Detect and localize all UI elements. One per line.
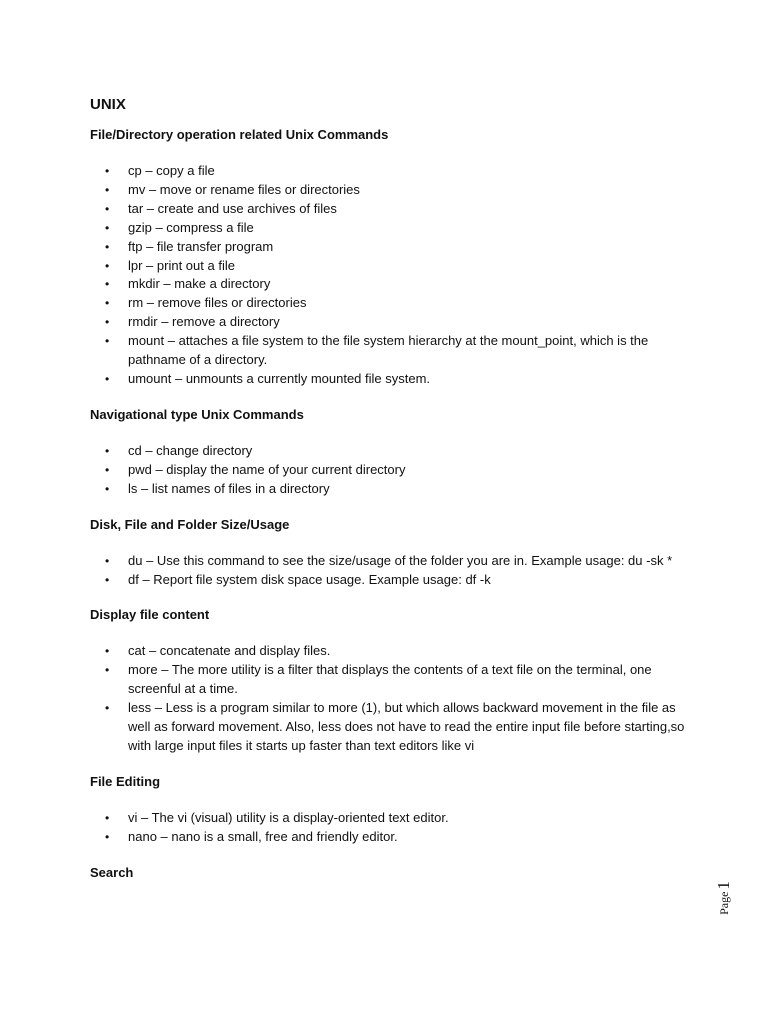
list-item <box>90 200 690 219</box>
page-number <box>704 878 744 918</box>
list-item <box>90 238 690 257</box>
bullet-icon: • <box>105 296 110 311</box>
list-item <box>90 571 690 590</box>
list-item-text: more – The more utility is a filter that displays the contents of a text file on the terminal, one screenful at a time. <box>128 662 652 697</box>
bullet-icon: • <box>105 334 110 349</box>
list-item-text: nano – nano is a small, free and friendly editor. <box>128 828 398 844</box>
list-item-text: tar – create and use archives of files <box>128 200 337 216</box>
list-item-text: rm – remove files or directories <box>128 295 307 311</box>
list-item <box>90 275 690 294</box>
command-list <box>90 552 690 590</box>
section-heading: Navigational type Unix Commands <box>90 406 304 422</box>
list-item <box>90 294 690 313</box>
list-item-text: du – Use this command to see the size/usage of the folder you are in. Example usage: du -sk * <box>128 552 673 568</box>
list-item-text: mkdir – make a directory <box>128 276 271 292</box>
bullet-icon: • <box>105 315 110 330</box>
command-list <box>90 162 690 389</box>
list-item <box>90 809 690 828</box>
list-item-text: rmdir – remove a directory <box>128 314 280 330</box>
bullet-icon: • <box>105 201 110 216</box>
list-item-text: ls – list names of files in a directory <box>128 480 330 496</box>
sections-container <box>90 126 690 882</box>
bullet-icon: • <box>105 371 110 386</box>
bullet-icon: • <box>105 701 110 716</box>
section-heading: Display file content <box>90 607 210 623</box>
bullet-icon: • <box>105 239 110 254</box>
list-item <box>90 181 690 200</box>
list-item-text: umount – unmounts a currently mounted file system. <box>128 370 431 386</box>
list-item <box>90 313 690 332</box>
document-title: UNIX <box>90 96 126 113</box>
list-item-text: ftp – file transfer program <box>128 238 274 254</box>
list-item-text: vi – The vi (visual) utility is a display-oriented text editor. <box>128 809 449 825</box>
list-item <box>90 370 690 389</box>
bullet-icon: • <box>105 164 110 178</box>
list-item-text: lpr – print out a file <box>128 257 235 273</box>
bullet-icon: • <box>105 182 110 197</box>
list-item <box>90 480 690 499</box>
list-item-text: cd – change directory <box>128 442 253 458</box>
section-heading: Search <box>90 864 134 880</box>
section-heading: File Editing <box>90 773 161 789</box>
bullet-icon: • <box>105 663 110 678</box>
list-item <box>90 257 690 276</box>
bullet-icon: • <box>105 258 110 273</box>
bullet-icon: • <box>105 481 110 496</box>
command-list <box>90 809 690 847</box>
list-item <box>90 828 690 847</box>
command-list <box>90 442 690 499</box>
bullet-icon: • <box>105 572 110 587</box>
page-number-value: 1 <box>714 881 733 890</box>
page-label: Page <box>716 891 731 915</box>
bullet-icon: • <box>105 829 110 844</box>
bullet-icon: • <box>105 810 110 825</box>
document-content <box>90 95 690 882</box>
list-item-text: gzip – compress a file <box>128 219 254 235</box>
list-item <box>90 442 690 461</box>
list-item-text: cp – copy a file <box>128 163 215 178</box>
list-item-text: less – Less is a program similar to more (1), but which allows backward movement in the file as well as forward movement. Also, less does not have to read the entire input file before starting,so with large input files it starts up faster than text editors like vi <box>128 700 685 753</box>
bullet-icon: • <box>105 220 110 235</box>
list-item <box>90 332 690 370</box>
list-item-text: mv – move or rename files or directories <box>128 181 360 197</box>
list-item <box>90 219 690 238</box>
section-heading: File/Directory operation related Unix Commands <box>90 127 389 142</box>
bullet-icon: • <box>105 553 110 568</box>
bullet-icon: • <box>105 462 110 477</box>
list-item <box>90 162 690 181</box>
list-item <box>90 699 690 756</box>
list-item-text: mount – attaches a file system to the file system hierarchy at the mount_point, which is the pathname of a directory. <box>128 333 649 368</box>
bullet-icon: • <box>105 277 110 292</box>
list-item <box>90 552 690 571</box>
list-item-text: pwd – display the name of your current directory <box>128 461 406 477</box>
command-list <box>90 642 690 755</box>
list-item <box>90 461 690 480</box>
list-item-text: df – Report file system disk space usage. Example usage: df -k <box>128 571 491 587</box>
bullet-icon: • <box>105 644 110 659</box>
section-heading: Disk, File and Folder Size/Usage <box>90 516 290 532</box>
bullet-icon: • <box>105 443 110 458</box>
list-item <box>90 661 690 699</box>
list-item <box>90 642 690 661</box>
list-item-text: cat – concatenate and display files. <box>128 643 331 659</box>
